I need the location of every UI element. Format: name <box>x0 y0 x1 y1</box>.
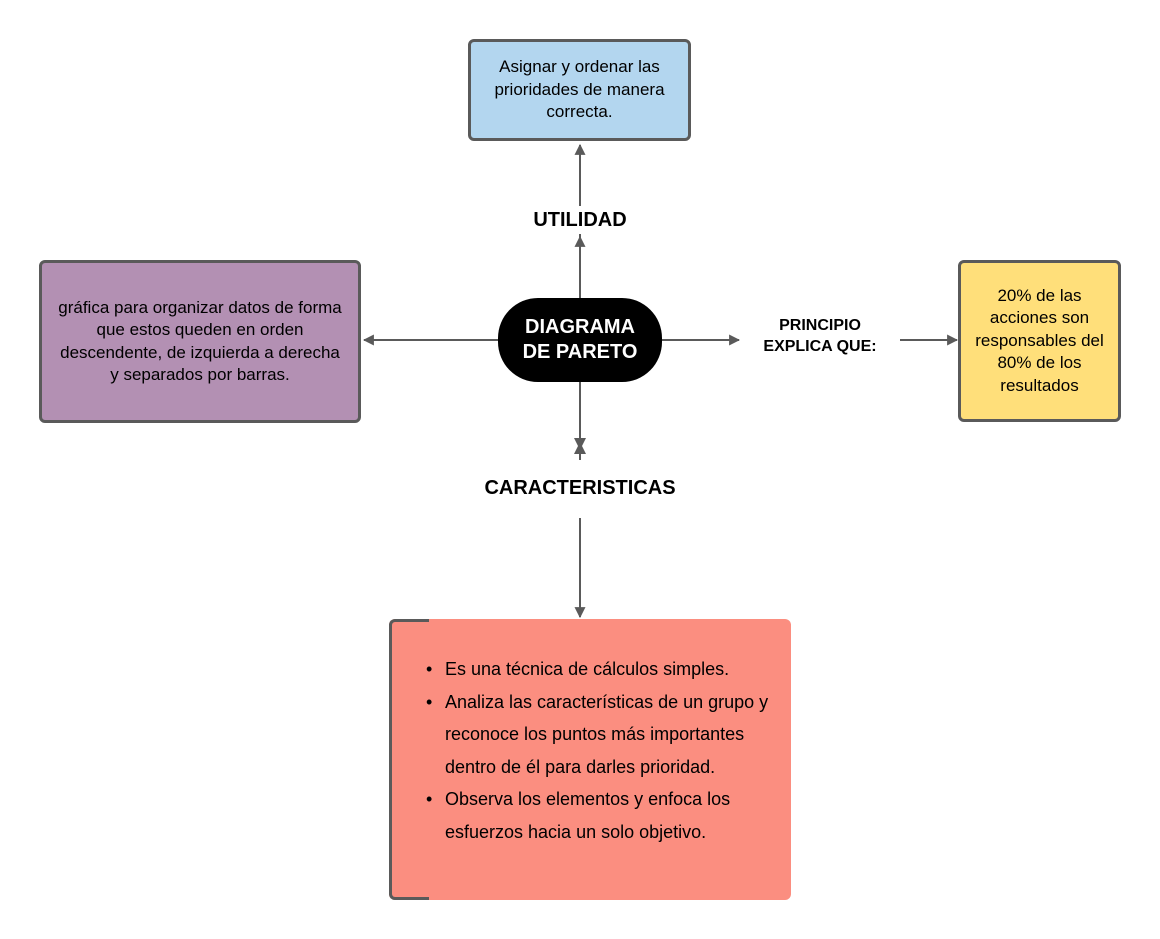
principio-label-line2: EXPLICA QUE: <box>763 338 877 355</box>
bullet-icon: • <box>426 659 433 679</box>
principio-text: 20% de las acciones son responsables del 80% de los resultados <box>975 285 1104 395</box>
caracteristicas-item-text: Es una técnica de cálculos simples. <box>445 659 730 679</box>
caracteristicas-item <box>425 686 771 784</box>
caracteristicas-list <box>425 653 771 848</box>
definicion-box <box>39 260 361 423</box>
arrow-caracteristicas-marker-up <box>574 442 586 454</box>
central-topic-line1: DIAGRAMA <box>525 316 635 338</box>
principio-label <box>740 315 900 357</box>
utilidad-label: UTILIDAD <box>500 206 660 234</box>
caracteristicas-item <box>425 783 771 848</box>
central-topic-line2: DE PARETO <box>522 341 638 363</box>
bullet-icon: • <box>426 789 433 809</box>
caracteristicas-box <box>389 619 791 900</box>
caracteristicas-item-text: Observa los elementos y enfoca los esfuerzos hacia un solo objetivo. <box>445 789 731 842</box>
definicion-text: gráfica para organizar datos de forma que estos queden en orden descendente, de izquierda a derecha y separados por barras. <box>58 297 342 384</box>
utilidad-box <box>468 39 691 141</box>
caracteristicas-item <box>425 653 771 686</box>
utilidad-text: Asignar y ordenar las prioridades de manera correcta. <box>494 57 665 122</box>
caracteristicas-item-text: Analiza las características de un grupo y reconoce los puntos más importantes dentro de él para darles prioridad. <box>445 691 769 777</box>
central-topic-node <box>498 298 662 382</box>
caracteristicas-label: CARACTERISTICAS <box>455 473 705 503</box>
principio-box <box>958 260 1121 422</box>
bullet-icon: • <box>426 691 433 712</box>
principio-label-line1: PRINCIPIO <box>779 317 861 334</box>
caracteristicas-box-border-accent <box>389 619 429 900</box>
